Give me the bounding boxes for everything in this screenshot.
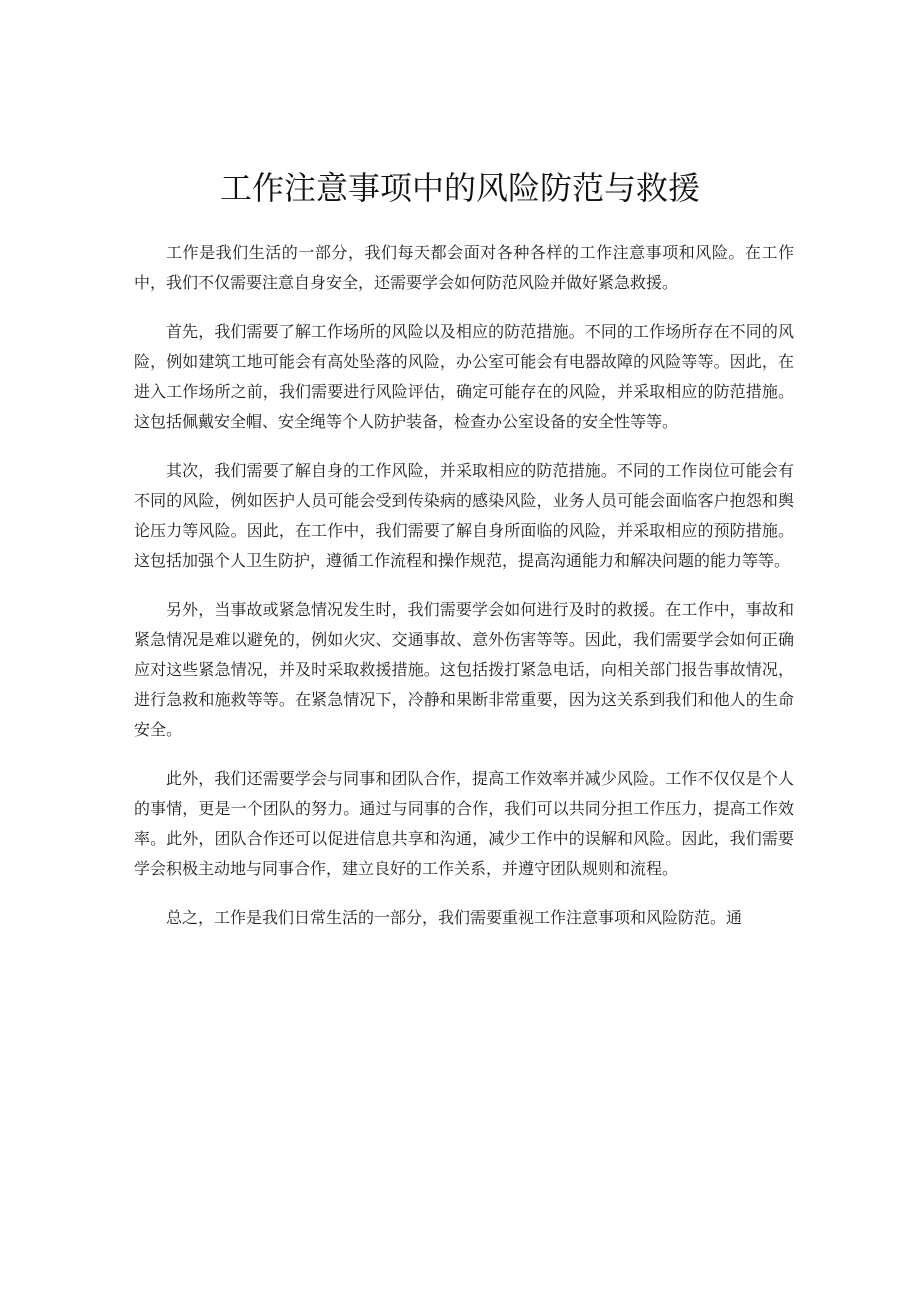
- paragraph: 首先，我们需要了解工作场所的风险以及相应的防范措施。不同的工作场所存在不同的风险，例如建筑工地可能会有高处坠落的风险，办公室可能会有电器故障的风险等等。因此，在进入工作场所之前，我们需要进行风险评估，确定可能存在的风险，并采取相应的防范措施。这包括佩戴安全帽、安全绳等个人防护装备，检查办公室设备的安全性等等。: [134, 322, 794, 431]
- paragraph: 工作是我们生活的一部分，我们每天都会面对各种各样的工作注意事项和风险。在工作中，我们不仅需要注意自身安全，还需要学会如何防范风险并做好紧急救援。: [134, 243, 794, 292]
- paragraph: 其次，我们需要了解自身的工作风险，并采取相应的防范措施。不同的工作岗位可能会有不同的风险，例如医护人员可能会受到传染病的感染风险，业务人员可能会面临客户抱怨和舆论压力等风险。因此，在工作中，我们需要了解自身所面临的风险，并采取相应的预防措施。这包括加强个人卫生防护，遵循工作流程和操作规范，提高沟通能力和解决问题的能力等等。: [134, 461, 794, 570]
- paragraph: 此外，我们还需要学会与同事和团队合作，提高工作效率并减少风险。工作不仅仅是个人的事情，更是一个团队的努力。通过与同事的合作，我们可以共同分担工作压力，提高工作效率。此外，团队合作还可以促进信息共享和沟通，减少工作中的误解和风险。因此，我们需要学会积极主动地与同事合作，建立良好的工作关系，并遵守团队规则和流程。: [134, 769, 794, 878]
- paragraph: 另外，当事故或紧急情况发生时，我们需要学会如何进行及时的救援。在工作中，事故和紧急情况是难以避免的，例如火灾、交通事故、意外伤害等等。因此，我们需要学会如何正确应对这些紧急情况，并及时采取救援措施。这包括拨打紧急电话，向相关部门报告事故情况，进行急救和施救等等。在紧急情况下，冷静和果断非常重要，因为这关系到我们和他人的生命安全。: [134, 600, 794, 739]
- paragraph: 总之，工作是我们日常生活的一部分，我们需要重视工作注意事项和风险防范。通: [166, 908, 743, 927]
- document-title: 工作注意事项中的风险防范与救援: [219, 169, 700, 207]
- document-body: [134, 238, 794, 952]
